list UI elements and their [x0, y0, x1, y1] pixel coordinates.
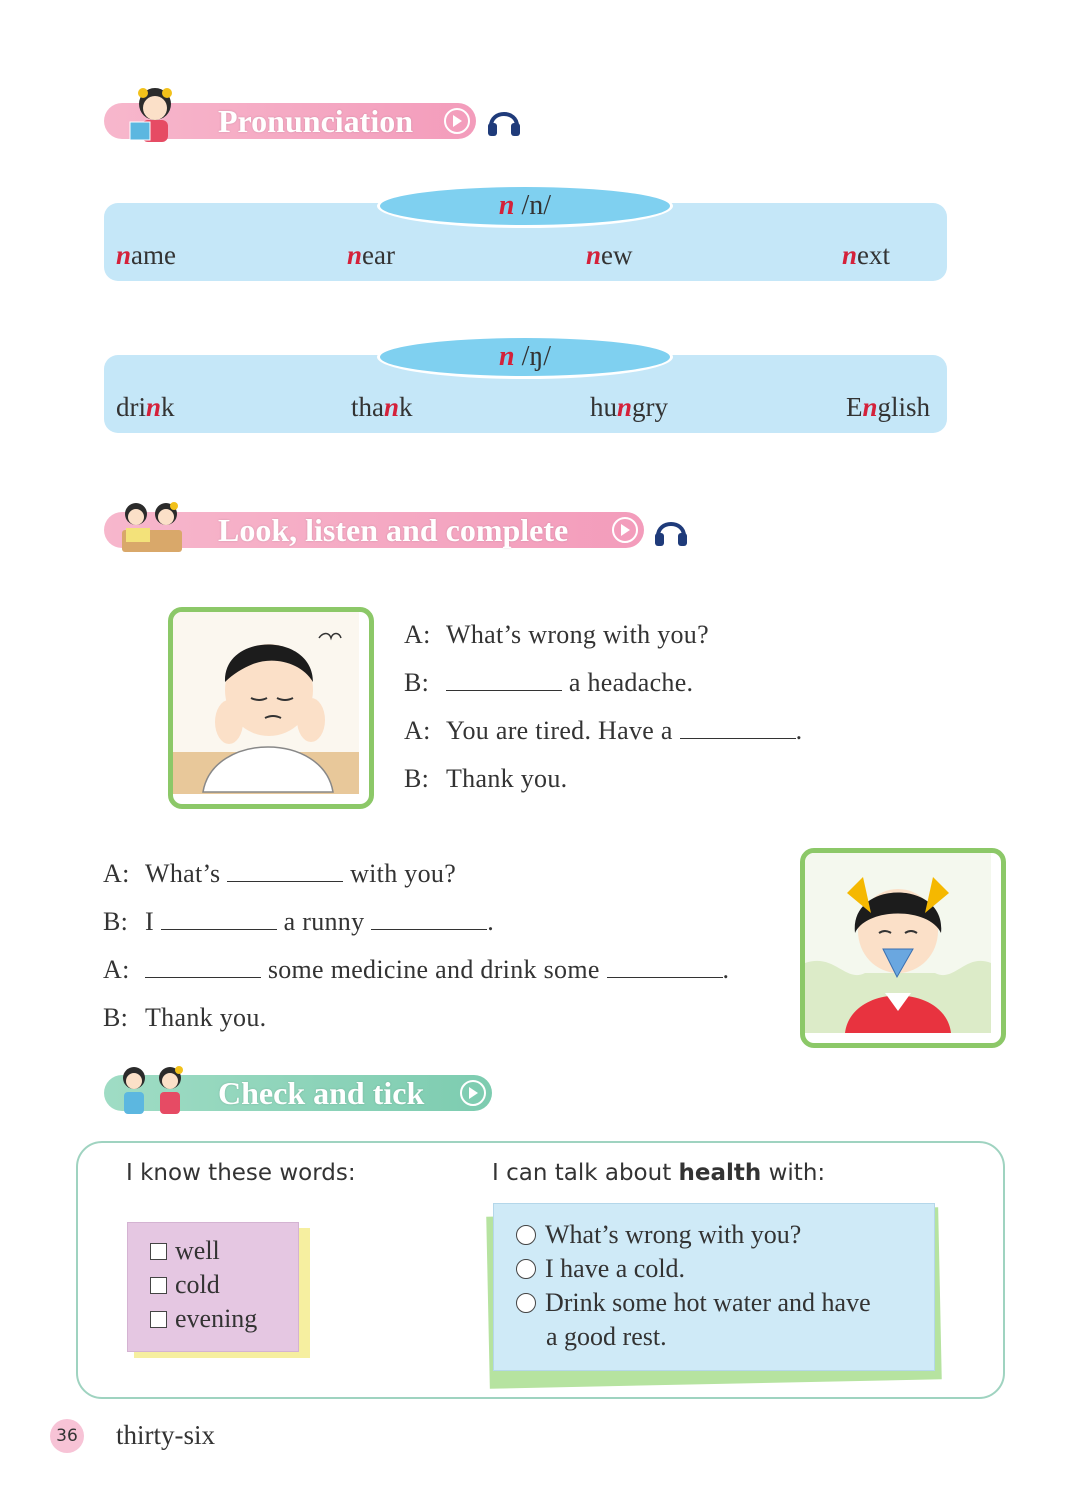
phrase-item-cold[interactable]: I have a cold. — [516, 1254, 685, 1284]
word-name: name — [116, 240, 177, 270]
pronunciation-title: Pronunciation — [218, 103, 413, 139]
answer-blank[interactable] — [227, 861, 343, 882]
girl-cold-illustration — [805, 853, 991, 1033]
dialogue2-line4: B: Thank you. — [103, 1003, 267, 1032]
look-listen-title: Look, listen and complete — [218, 512, 569, 548]
kids-reading-illustration — [116, 498, 188, 556]
phoneme-symbol: /ŋ/ — [521, 341, 551, 372]
dialogue2-line1: A: What’s with you? — [103, 859, 457, 888]
phoneme-symbol: /n/ — [521, 190, 552, 221]
page-number-words: thirty-six — [116, 1420, 215, 1450]
phrase-item-rest-cont: a good rest. — [546, 1322, 667, 1351]
word-hungry: hungry — [590, 392, 669, 422]
health-heading: I can talk about health with: — [492, 1160, 826, 1186]
dialogue1-line2: B: a headache. — [404, 668, 694, 697]
dialogue1-line1: A: What’s wrong with you? — [404, 620, 709, 649]
check-tick-title: Check and tick — [218, 1075, 425, 1111]
phrase-item-rest[interactable]: Drink some hot water and have — [516, 1288, 871, 1318]
checkbox[interactable] — [150, 1277, 167, 1294]
play-icon[interactable] — [444, 108, 470, 134]
answer-blank[interactable] — [680, 718, 796, 739]
dialogue1-line4: B: Thank you. — [404, 764, 568, 793]
word-item-evening[interactable]: evening — [150, 1304, 257, 1334]
kids-waving-illustration — [110, 1062, 196, 1118]
boy-headache-illustration — [173, 612, 359, 794]
word-english: English — [846, 392, 931, 422]
answer-blank[interactable] — [371, 909, 487, 930]
word-near: near — [347, 240, 395, 270]
headphones-icon[interactable] — [486, 104, 522, 138]
play-icon[interactable] — [612, 517, 638, 543]
phoneme-letter: n — [498, 190, 515, 221]
answer-blank[interactable] — [145, 957, 261, 978]
word-item-well[interactable]: well — [150, 1236, 220, 1266]
girl-reading-illustration — [120, 82, 190, 146]
phoneme-letter: n — [499, 341, 515, 372]
radio[interactable] — [516, 1259, 536, 1279]
headphones-icon[interactable] — [653, 514, 689, 548]
dialogue2-line3: A: some medicine and drink some . — [103, 955, 730, 984]
word-thank: thank — [351, 392, 413, 422]
word-next: next — [842, 240, 891, 270]
radio[interactable] — [516, 1293, 536, 1313]
phrase-item-wrong[interactable]: What’s wrong with you? — [516, 1220, 801, 1250]
words-heading: I know these words: — [126, 1160, 356, 1186]
dialogue1-line3: A: You are tired. Have a . — [404, 716, 803, 745]
phoneme-bubble-ng — [377, 335, 673, 379]
radio[interactable] — [516, 1225, 536, 1245]
play-icon[interactable] — [460, 1080, 486, 1106]
word-drink: drink — [116, 392, 175, 422]
phoneme-bubble-n — [377, 184, 673, 228]
tired-boy-picture — [168, 607, 374, 809]
checkbox[interactable] — [150, 1311, 167, 1328]
word-item-cold[interactable]: cold — [150, 1270, 220, 1300]
checkbox[interactable] — [150, 1243, 167, 1260]
sick-girl-picture — [800, 848, 1006, 1048]
answer-blank[interactable] — [607, 957, 723, 978]
answer-blank[interactable] — [161, 909, 277, 930]
answer-blank[interactable] — [446, 670, 562, 691]
word-new: new — [586, 240, 633, 270]
dialogue2-line2: B: I a runny . — [103, 907, 495, 936]
page-number: 36 — [50, 1419, 84, 1453]
